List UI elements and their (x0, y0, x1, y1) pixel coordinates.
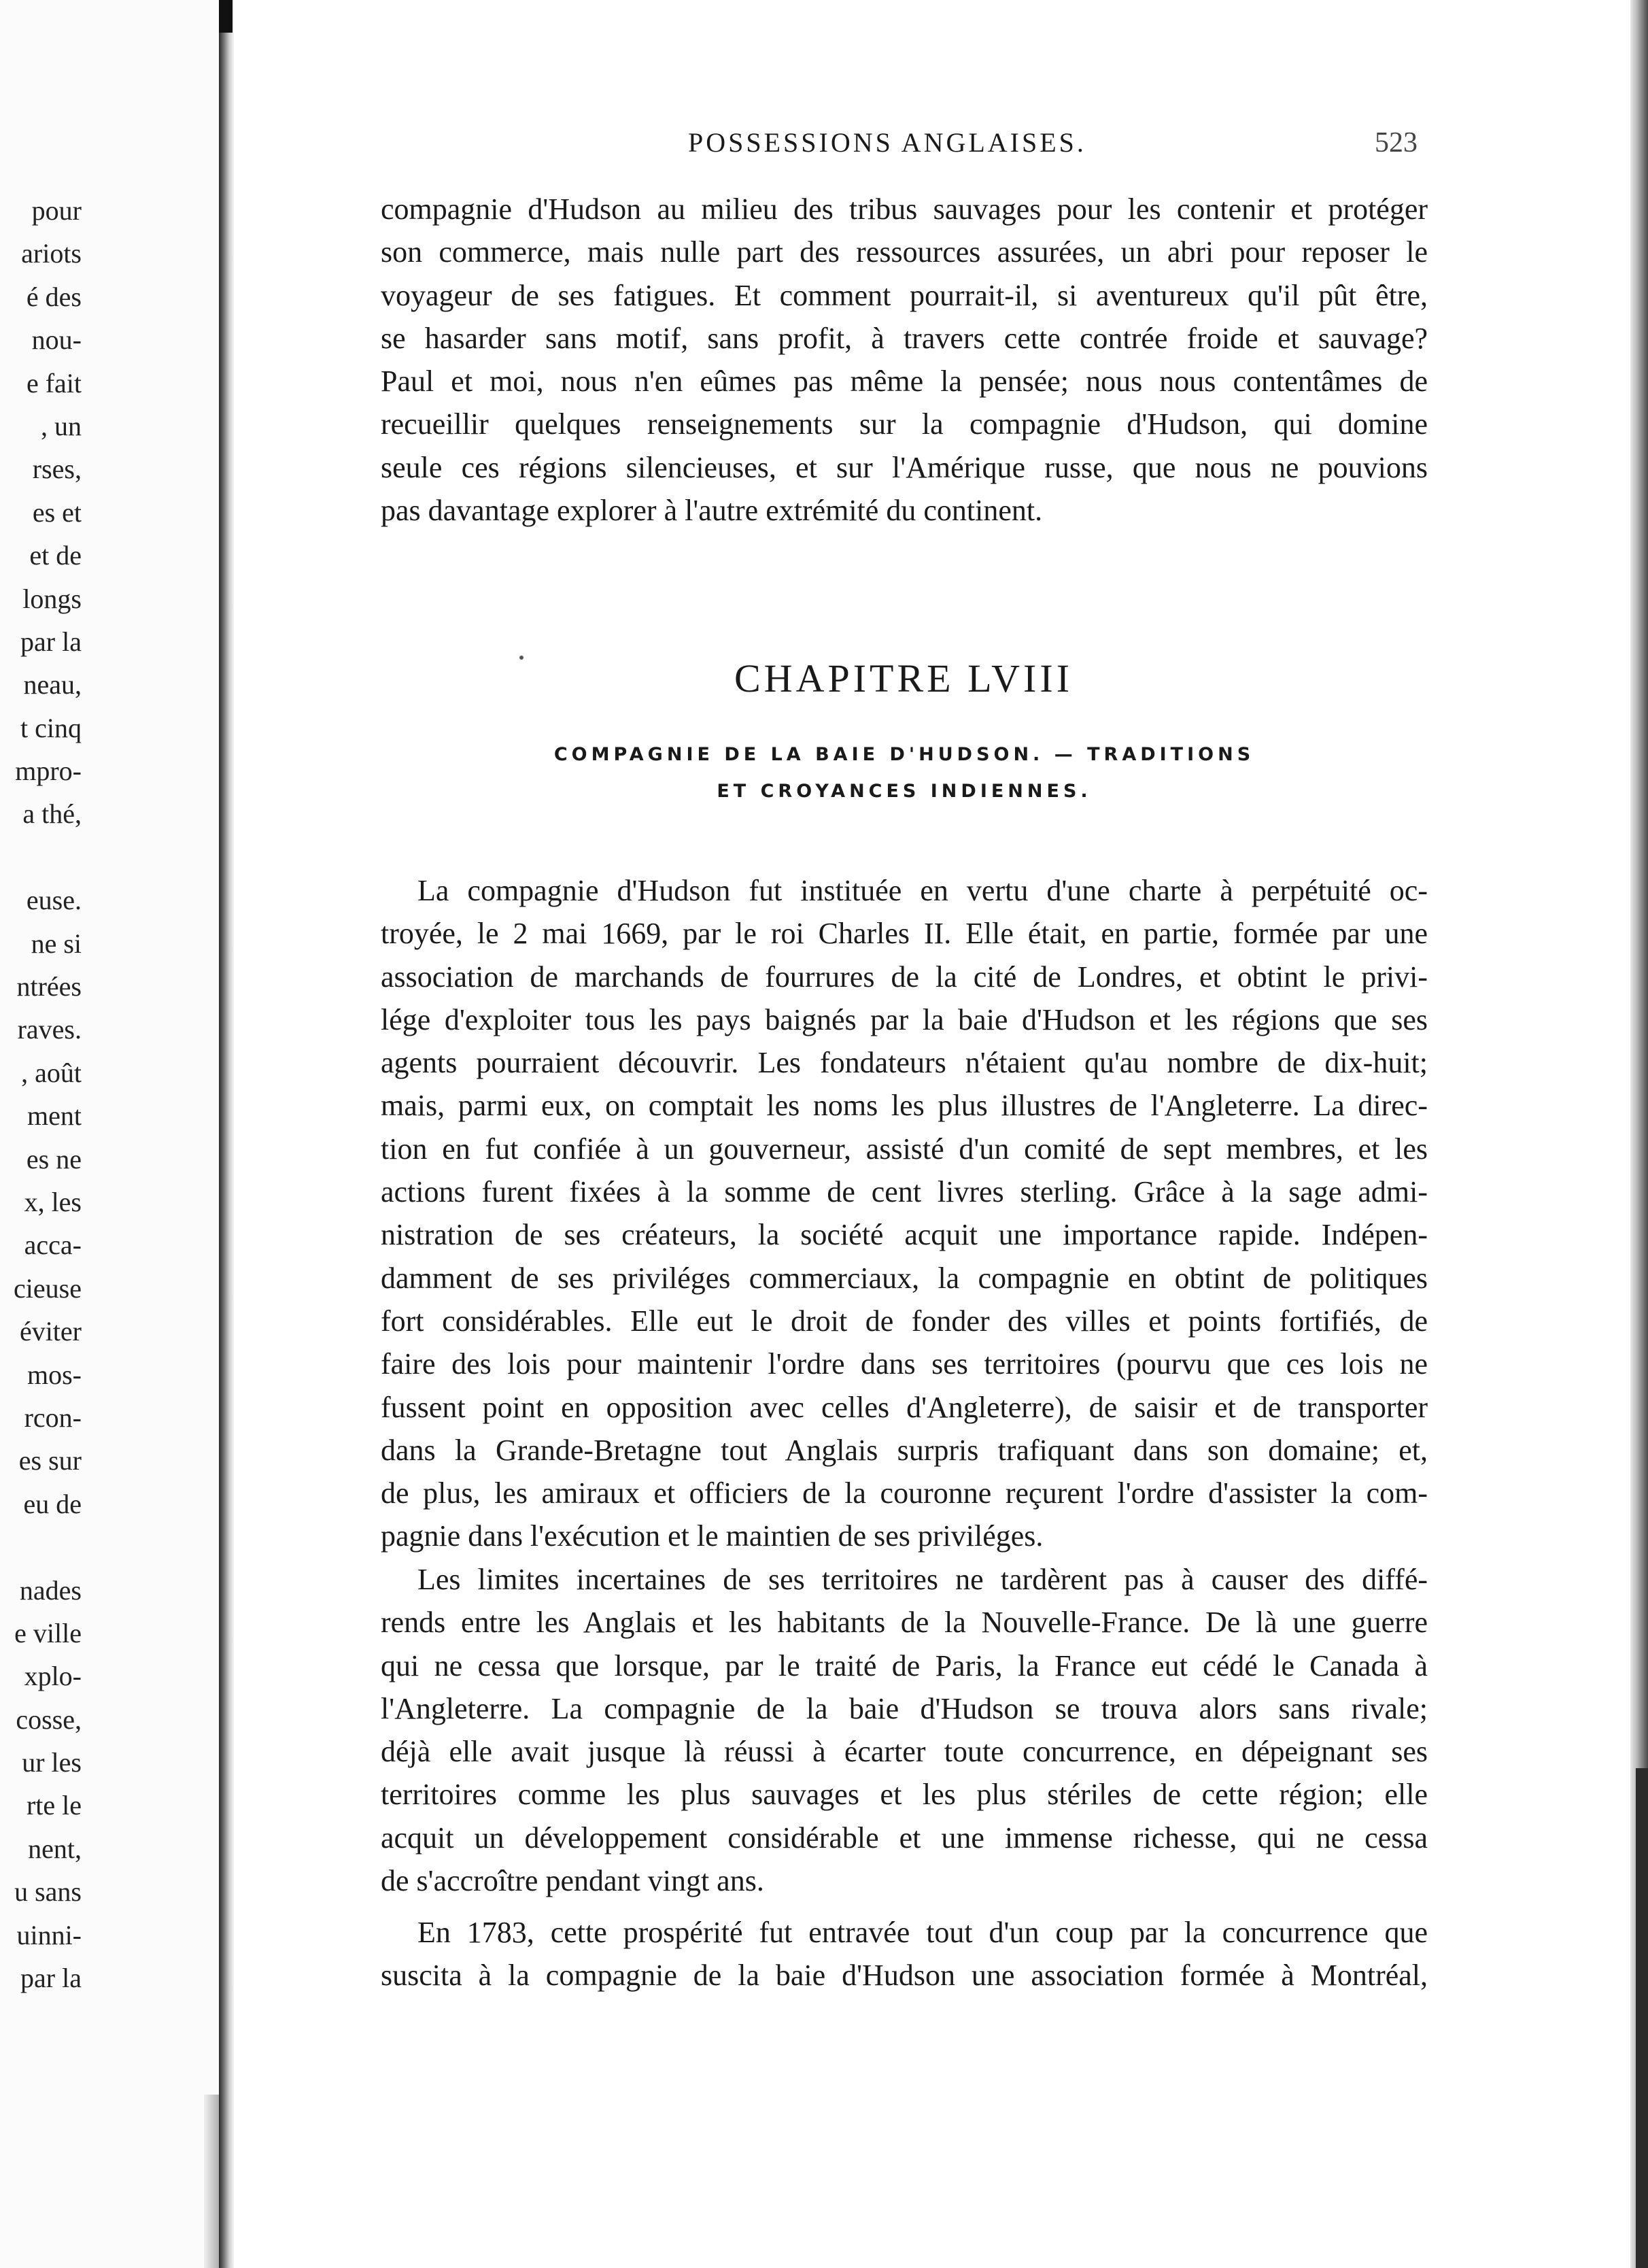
paragraph-3 (381, 1911, 1428, 1997)
text-line: association de marchands de fourrures de la cité de Londres, et obtint le privi- (381, 960, 1428, 994)
text-line: Paul et moi, nous n'en eûmes pas même la pensée; nous nous contentâmes de (381, 365, 1428, 399)
facing-page-line: rcon- (24, 1402, 82, 1433)
text-line: l'Angleterre. La compagnie de la baie d'Hudson se trouva alors sans rivale; (381, 1691, 1428, 1725)
facing-page-line: cieuse (14, 1272, 82, 1304)
facing-page-line (0, 836, 82, 879)
text-line: suscita à la compagnie de la baie d'Hudson une association formée à Montréal, (381, 1959, 1428, 1993)
text-line: compagnie d'Hudson au milieu des tribus sauvages pour les contenir et protéger (381, 192, 1428, 226)
text-line: lége d'exploiter tous les pays baignés par la baie d'Hudson et les régions que ses (381, 1002, 1428, 1036)
book-gutter-shadow (219, 0, 234, 2268)
text-line: qui ne cessa que lorsque, par le traité de Paris, la France eut cédé le Canada à (381, 1648, 1428, 1682)
facing-page-line: nent, (28, 1833, 82, 1864)
facing-page-line: é des (26, 281, 82, 312)
facing-page-line: nou- (31, 324, 82, 356)
facing-page-line: rses, (32, 454, 82, 485)
text-line: Les limites incertaines de ses territoires ne tardèrent pas à causer des diffé- (417, 1563, 1428, 1596)
text-line: actions furent fixées à la somme de cent livres sterling. Grâce à la sage admi- (381, 1175, 1428, 1209)
facing-page-line: eu de (23, 1488, 82, 1519)
text-line: troyée, le 2 mai 1669, par le roi Charles II. Elle était, en partie, formée par une (381, 917, 1428, 951)
chapter-subtitle-line-1: COMPAGNIE DE LA BAIE D'HUDSON. — TRADITIONS (553, 744, 1255, 765)
text-line: pas davantage explorer à l'autre extrémité du continent. (381, 494, 1043, 528)
text-line: territoires comme les plus sauvages et les plus stériles de cette région; elle (381, 1778, 1428, 1812)
facing-page-line: , un (41, 410, 82, 441)
facing-page-line: ne si (31, 928, 82, 959)
text-line: déjà elle avait jusque là réussi à écarter toute concurrence, en dépeignant ses (381, 1735, 1428, 1769)
text-line: nistration de ses créateurs, la société acquit une importance rapide. Indépen- (381, 1218, 1428, 1252)
facing-page-line: a thé, (22, 798, 82, 830)
facing-page-line: par la (20, 626, 82, 657)
facing-page-line: xplo- (24, 1661, 82, 1692)
facing-page (0, 0, 219, 2268)
facing-page-line: nades (19, 1574, 82, 1606)
text-line: La compagnie d'Hudson fut instituée en vertu d'une charte à perpétuité oc- (417, 874, 1428, 907)
facing-page-line: x, les (24, 1186, 82, 1217)
facing-page-line: raves. (17, 1014, 82, 1045)
gutter-top-mark (219, 0, 233, 33)
facing-page-line: , août (21, 1057, 82, 1088)
text-line: faire des lois pour maintenir l'ordre dans ses territoires (pourvu que ces lois ne (381, 1347, 1428, 1381)
facing-page-line: ur les (22, 1747, 82, 1778)
text-line: pagnie dans l'exécution et le maintien de ses priviléges. (381, 1519, 1044, 1553)
facing-page-line: t cinq (20, 712, 82, 743)
text-line: fort considérables. Elle eut le droit de fonder des villes et points fortifiés, de (381, 1304, 1428, 1338)
facing-page-line: mpro- (15, 756, 82, 787)
continuation-paragraph (381, 188, 1428, 532)
facing-page-line: ment (27, 1100, 82, 1132)
text-line: acquit un développement considérable et une immense richesse, qui ne cessa (381, 1821, 1428, 1855)
text-line: En 1783, cette prospérité fut entravée tout d'un coup par la concurrence que (417, 1916, 1428, 1949)
text-line: son commerce, mais nulle part des ressources assurées, un abri pour reposer le (381, 235, 1428, 269)
facing-page-line (0, 1525, 82, 1568)
facing-page-line: uinni- (16, 1919, 82, 1950)
paragraph-2 (381, 1558, 1428, 1902)
facing-page-line: mos- (27, 1359, 82, 1390)
text-line: voyageur de ses fatigues. Et comment pourrait-il, si aventureux qu'il pût être, (381, 278, 1428, 312)
facing-page-line: es sur (18, 1445, 82, 1476)
text-line: agents pourraient découvrir. Les fondateurs n'étaient qu'au nombre de dix-huit; (381, 1046, 1428, 1080)
chapter-subtitle-line-2: ET CROYANCES INDIENNES. (717, 781, 1092, 802)
text-line: mais, parmi eux, on comptait les noms les plus illustres de l'Angleterre. La direc- (381, 1089, 1428, 1123)
text-line: fussent point en opposition avec celles d'Angleterre), de saisir et de transporter (381, 1390, 1428, 1424)
facing-page-line: rte le (26, 1790, 82, 1821)
text-line: tion en fut confiée à un gouverneur, assisté d'un comité de sept membres, et les (381, 1132, 1428, 1166)
facing-page-line: e fait (26, 367, 82, 399)
facing-page-line: e ville (14, 1617, 82, 1648)
paragraph-1 (381, 869, 1428, 1558)
facing-page-line: ariots (21, 238, 82, 269)
text-line: rends entre les Anglais et les habitants de la Nouvelle-France. De là une guerre (381, 1606, 1428, 1640)
facing-page-line: éviter (19, 1316, 82, 1347)
running-head: POSSESSIONS ANGLAISES. (688, 127, 1086, 158)
facing-page-line: euse. (26, 885, 82, 916)
text-line: seule ces régions silencieuses, et sur l'Amérique russe, que nous ne pouvions (381, 450, 1428, 484)
facing-page-text-fragments (0, 189, 82, 1999)
text-line: recueillir quelques renseignements sur la compagnie d'Hudson, qui domine (381, 407, 1428, 441)
facing-page-line: neau, (23, 669, 82, 700)
facing-page-line: longs (22, 583, 82, 614)
text-line: de plus, les amiraux et officiers de la couronne reçurent l'ordre d'assister la com- (381, 1476, 1428, 1510)
facing-page-line: u sans (14, 1876, 82, 1908)
text-line: dans la Grande-Bretagne tout Anglais surpris trafiquant dans son domaine; et, (381, 1433, 1428, 1467)
stray-ink-dot (519, 656, 523, 660)
text-line: de s'accroître pendant vingt ans. (381, 1864, 764, 1898)
facing-page-line: acca- (24, 1230, 82, 1261)
facing-page-line: ntrées (16, 971, 82, 1002)
facing-page-line: par la (20, 1963, 82, 1994)
text-line: damment de ses priviléges commerciaux, la compagnie en obtint de politiques (381, 1261, 1428, 1295)
page-number: 523 (1375, 127, 1418, 158)
facing-page-line: es ne (26, 1143, 82, 1174)
facing-page-line: et de (29, 540, 82, 571)
page-right-edge-dark (1636, 1768, 1648, 2268)
facing-page-line: es et (32, 496, 82, 528)
facing-page-line: pour (31, 195, 82, 226)
chapter-title: CHAPITRE LVIII (734, 656, 1074, 700)
text-line: se hasarder sans motif, sans profit, à travers cette contrée froide et sauvage? (381, 321, 1428, 355)
facing-page-line: cosse, (16, 1704, 82, 1735)
